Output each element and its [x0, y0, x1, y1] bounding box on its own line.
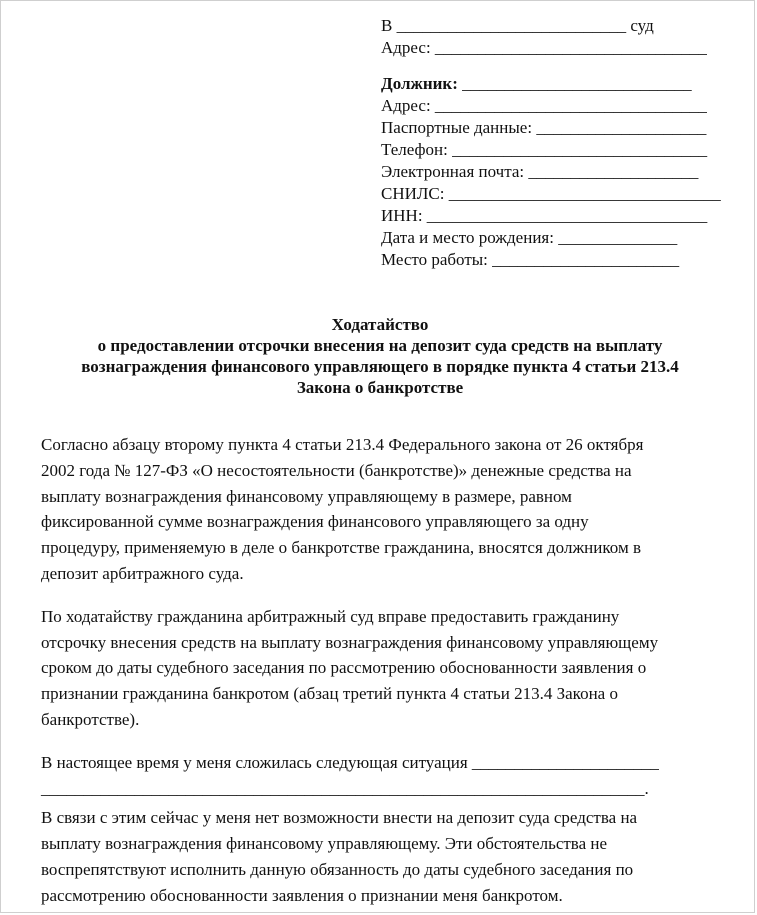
- paragraph-1-line: Согласно абзацу второму пункта 4 статьи 213.4 Федерального закона от 26 октября: [41, 435, 644, 454]
- title-line-1: Ходатайство: [331, 315, 429, 334]
- passport-line: Паспортные данные: ____________________: [381, 118, 707, 137]
- paragraph-2-line: отсрочку внесения средств на выплату вознаграждения финансовому управляющему: [41, 632, 659, 652]
- title-line-3: вознаграждения финансового управляющего в порядке пункта 4 статьи 213.4: [81, 357, 679, 376]
- debtor-line: [381, 73, 721, 95]
- paragraph-1-line: депозит арбитражного суда.: [41, 563, 244, 583]
- paragraph-4-line: выплату вознаграждения финансовому управляющему. Эти обстоятельства не: [41, 834, 608, 854]
- title-line-4: Закона о банкротстве: [296, 378, 464, 397]
- email-line: Электронная почта: ____________________: [381, 162, 699, 181]
- paragraph-3-line: В настоящее время у меня сложилась следующая ситуация ______________________: [41, 752, 659, 772]
- paragraph-4-line: В связи с этим сейчас у меня нет возможности внести на депозит суда средства на: [41, 808, 638, 828]
- birth-line: Дата и место рождения: ______________: [381, 228, 678, 247]
- paragraph-1: [41, 432, 731, 587]
- debtor-blank: ___________________________: [457, 74, 692, 93]
- work-line: Место работы: ______________________: [381, 250, 680, 269]
- paragraph-4-line: рассмотрению обоснованности заявления о признании меня банкротом.: [41, 885, 563, 905]
- paragraph-2-line: сроком до даты судебного заседания по рассмотрению обоснованности заявления о: [41, 658, 647, 678]
- paragraph-2: [41, 604, 731, 733]
- paragraph-3-line: _______________________________________________________________________.: [41, 778, 649, 798]
- court-line: В ___________________________ суд: [381, 16, 654, 35]
- paragraph-4: [41, 805, 731, 908]
- debtor-label: Должник:: [381, 74, 458, 93]
- addressee-block: [381, 15, 721, 271]
- paragraph-1-line: 2002 года № 127-ФЗ «О несостоятельности (банкротстве)» денежные средства на: [41, 460, 632, 480]
- debtor-address-line: Адрес: ________________________________: [381, 96, 707, 115]
- paragraph-3: [41, 750, 731, 802]
- phone-line: Телефон: ______________________________: [381, 140, 708, 159]
- court-address-line: Адрес: ________________________________: [381, 38, 707, 57]
- inn-line: ИНН: _________________________________: [381, 206, 708, 225]
- paragraph-2-line: банкротстве).: [41, 709, 140, 729]
- paragraph-2-line: По ходатайству гражданина арбитражный суд вправе предоставить гражданину: [41, 606, 620, 626]
- snils-line: СНИЛС: ________________________________: [381, 184, 721, 203]
- paragraph-1-line: процедуру, применяемую в деле о банкротстве гражданина, вносятся должником в: [41, 538, 641, 558]
- document-title: [21, 314, 739, 398]
- paragraph-1-line: фиксированной сумме вознаграждения финансового управляющего за одну: [41, 512, 589, 532]
- document-body: [41, 432, 731, 909]
- paragraph-2-line: признании гражданина банкротом (абзац третий пункта 4 статьи 213.4 Закона о: [41, 684, 618, 704]
- paragraph-1-line: выплату вознаграждения финансовому управляющему в размере, равном: [41, 486, 572, 506]
- title-line-2: о предоставлении отсрочки внесения на депозит суда средств на выплату: [97, 336, 663, 355]
- paragraph-4-line: воспрепятствуют исполнить данную обязанность до даты судебного заседания по: [41, 859, 634, 879]
